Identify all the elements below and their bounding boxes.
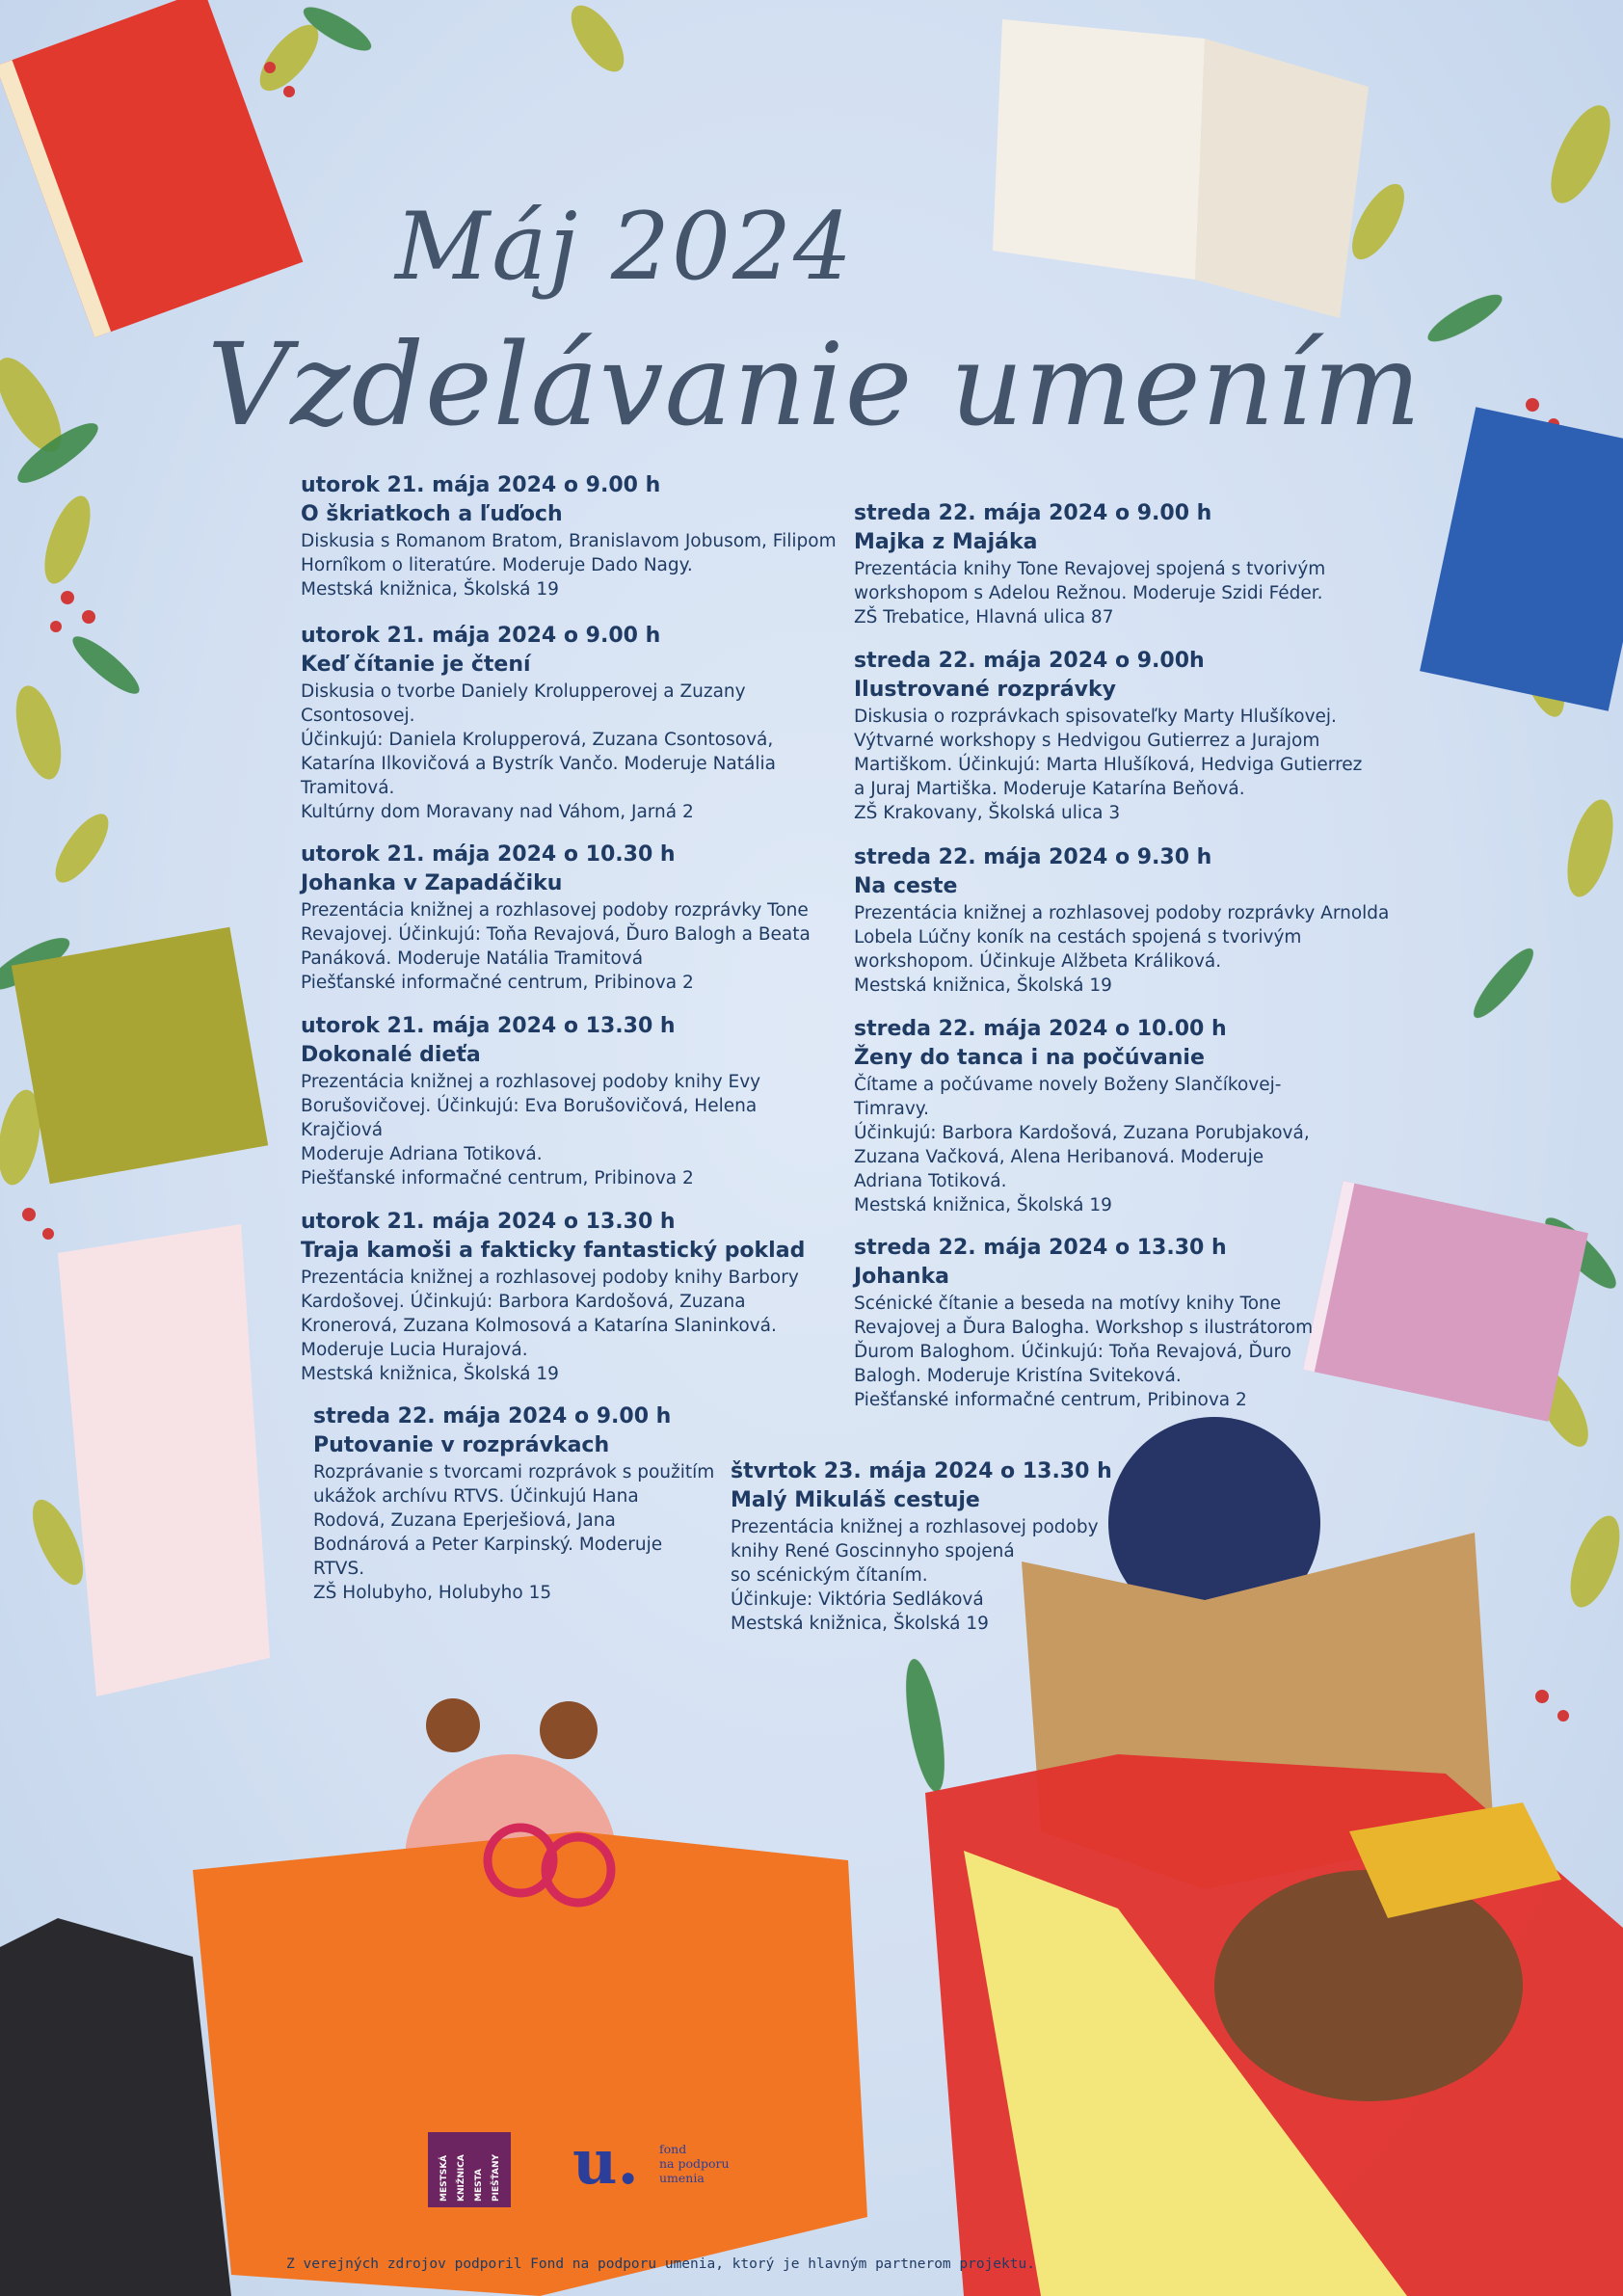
event-ked-citanie bbox=[301, 622, 840, 824]
event-line: workshopom. Účinkuje Alžbeta Králiková. bbox=[854, 951, 1222, 972]
event-description bbox=[301, 529, 840, 601]
library-logo-line: KNIŽNICA bbox=[457, 2154, 466, 2202]
event-line: Balogh. Moderuje Kristína Sviteková. bbox=[854, 1366, 1182, 1386]
event-line: Prezentácia knihy Tone Revajovej spojená s tvorivým bbox=[854, 559, 1326, 579]
event-line: Čítame a počúvame novely Boženy Slančíkovej- bbox=[854, 1075, 1282, 1095]
event-description bbox=[313, 1460, 757, 1605]
event-line: Martiškom. Účinkujú: Marta Hlušíková, Hedviga Gutierrez bbox=[854, 755, 1363, 775]
event-line: Piešťanské informačné centrum, Pribinova 2 bbox=[301, 1168, 694, 1188]
event-title: Malý Mikuláš cestuje bbox=[731, 1488, 980, 1512]
event-line: Moderuje Adriana Totiková. bbox=[301, 1144, 543, 1164]
event-line: RTVS. bbox=[313, 1559, 365, 1579]
event-line: Výtvarné workshopy s Hedvigou Gutierrez a Jurajom bbox=[854, 731, 1320, 751]
event-datetime: streda 22. mája 2024 o 13.30 h bbox=[854, 1236, 1227, 1260]
event-line: Prezentácia knižnej a rozhlasovej podoby rozprávky Tone bbox=[301, 900, 809, 921]
fund-logo-mark: u. bbox=[572, 2126, 639, 2199]
open-book-left bbox=[58, 1224, 270, 1696]
event-line: Kronerová, Zuzana Kolmosová a Katarína Slaninková. bbox=[301, 1316, 777, 1336]
event-datetime: streda 22. mája 2024 o 9.30 h bbox=[854, 845, 1212, 869]
event-traja-kamosi bbox=[301, 1208, 840, 1386]
event-description bbox=[854, 705, 1394, 825]
event-description bbox=[301, 898, 840, 995]
event-line: Katarína Ilkovičová a Bystrík Vančo. Moderuje Natália bbox=[301, 754, 776, 774]
event-line: ZŠ Krakovany, Školská ulica 3 bbox=[854, 803, 1121, 823]
event-title: Traja kamoši a fakticky fantastický poklad bbox=[301, 1239, 806, 1263]
event-line: Revajovej. Účinkujú: Toňa Revajová, Ďuro Balogh a Beata bbox=[301, 924, 811, 945]
event-description bbox=[854, 1292, 1394, 1412]
event-line: Tramitová. bbox=[301, 778, 395, 798]
event-line: Kultúrny dom Moravany nad Váhom, Jarná 2 bbox=[301, 802, 694, 822]
red-book-top-left bbox=[0, 0, 303, 337]
event-title: Keď čítanie je čtení bbox=[301, 653, 531, 677]
event-line: Piešťanské informačné centrum, Pribinova 2 bbox=[301, 973, 694, 993]
event-line: ukážok archívu RTVS. Účinkujú Hana bbox=[313, 1486, 639, 1507]
fund-logo-text bbox=[659, 2142, 730, 2185]
event-datetime: streda 22. mája 2024 o 9.00 h bbox=[313, 1404, 672, 1428]
event-datetime: utorok 21. mája 2024 o 10.30 h bbox=[301, 842, 676, 867]
event-johanka-v-zapadaciku bbox=[301, 841, 840, 995]
poster-title-main: Vzdelávanie umením bbox=[207, 318, 1423, 451]
event-line: Kardošovej. Účinkujú: Barbora Kardošová, Zuzana bbox=[301, 1292, 746, 1312]
event-line: Csontosovej. bbox=[301, 706, 415, 726]
open-book-top-right bbox=[993, 19, 1369, 318]
event-line: Prezentácia knižnej a rozhlasovej podoby knihy Evy bbox=[301, 1072, 761, 1092]
event-line: Panáková. Moderuje Natália Tramitová bbox=[301, 948, 644, 969]
blue-book-right bbox=[1420, 407, 1623, 710]
event-line: Rozprávanie s tvorcami rozprávok s použitím bbox=[313, 1462, 715, 1482]
event-datetime: štvrtok 23. mája 2024 o 13.30 h bbox=[731, 1459, 1112, 1483]
event-line: Zuzana Vačková, Alena Heribanová. Moderuje bbox=[854, 1147, 1264, 1167]
event-line: Prezentácia knižnej a rozhlasovej podoby knihy Barbory bbox=[301, 1268, 799, 1288]
event-johanka bbox=[854, 1234, 1394, 1412]
event-line: Borušovičovej. Účinkujú: Eva Borušovičová, Helena bbox=[301, 1096, 758, 1116]
event-description bbox=[731, 1515, 1155, 1636]
event-title: Johanka v Zapadáčiku bbox=[301, 871, 563, 895]
fund-logo-line: umenia bbox=[659, 2171, 705, 2185]
event-line: Rodová, Zuzana Eperješiová, Jana bbox=[313, 1510, 616, 1531]
event-line: Mestská knižnica, Školská 19 bbox=[854, 1195, 1112, 1215]
fund-logo-line: na podporu bbox=[659, 2156, 730, 2171]
event-line: Krajčiová bbox=[301, 1120, 384, 1140]
event-datetime: streda 22. mája 2024 o 10.00 h bbox=[854, 1017, 1227, 1041]
girl-reading bbox=[193, 1698, 867, 2296]
event-putovanie-v-rozpravkach bbox=[313, 1402, 757, 1605]
event-line: Diskusia s Romanom Bratom, Branislavom Jobusom, Filipom bbox=[301, 531, 837, 551]
library-logo-line: PIEŠŤANY bbox=[492, 2153, 501, 2202]
fund-logo-line: fond bbox=[659, 2142, 687, 2156]
cat bbox=[0, 1918, 231, 2296]
event-line: Piešťanské informačné centrum, Pribinova 2 bbox=[854, 1390, 1247, 1410]
event-na-ceste bbox=[854, 843, 1394, 998]
event-datetime: streda 22. mája 2024 o 9.00 h bbox=[854, 501, 1212, 525]
event-description bbox=[301, 1266, 840, 1386]
event-line: Diskusia o tvorbe Daniely Krolupperovej a Zuzany bbox=[301, 681, 746, 702]
event-line: Timravy. bbox=[854, 1099, 929, 1119]
event-line: Mestská knižnica, Školská 19 bbox=[731, 1614, 989, 1634]
footer-note: Z verejných zdrojov podporil Fond na podporu umenia, ktorý je hlavným partnerom projektu. bbox=[286, 2256, 1035, 2272]
event-line: Mestská knižnica, Školská 19 bbox=[301, 579, 559, 600]
event-line: so scénickým čítaním. bbox=[731, 1565, 928, 1586]
event-datetime: utorok 21. mája 2024 o 13.30 h bbox=[301, 1014, 676, 1038]
event-dokonale-dieta bbox=[301, 1012, 840, 1190]
event-title: Ženy do tanca i na počúvanie bbox=[854, 1046, 1205, 1070]
event-majka-z-majaka bbox=[854, 499, 1394, 629]
event-description bbox=[854, 557, 1394, 629]
event-line: Hornîkom o literatúre. Moderuje Dado Nagy. bbox=[301, 555, 693, 575]
event-line: Bodnárová a Peter Karpinský. Moderuje bbox=[313, 1535, 663, 1555]
library-logo bbox=[428, 2132, 511, 2207]
event-description bbox=[854, 1073, 1394, 1217]
event-title: Ilustrované rozprávky bbox=[854, 678, 1116, 702]
event-line: workshopom s Adelou Režnou. Moderuje Szidi Féder. bbox=[854, 583, 1323, 603]
poster-title-year: Máj 2024 bbox=[395, 193, 855, 301]
event-line: Revajovej a Ďura Balogha. Workshop s ilustrátorom bbox=[854, 1318, 1314, 1338]
event-line: Účinkuje: Viktória Sedláková bbox=[731, 1589, 984, 1610]
event-datetime: utorok 21. mája 2024 o 9.00 h bbox=[301, 624, 661, 648]
event-zeny-do-tanca bbox=[854, 1015, 1394, 1217]
event-line: Scénické čítanie a beseda na motívy knihy Tone bbox=[854, 1294, 1282, 1314]
event-datetime: utorok 21. mája 2024 o 13.30 h bbox=[301, 1210, 676, 1234]
event-line: a Juraj Martiška. Moderuje Katarína Beňová. bbox=[854, 779, 1245, 799]
event-title: Majka z Majáka bbox=[854, 530, 1038, 554]
event-line: Účinkujú: Daniela Krolupperová, Zuzana Csontosová, bbox=[301, 730, 774, 750]
olive-book-left bbox=[12, 927, 268, 1184]
library-logo-line: MESTA bbox=[474, 2169, 484, 2202]
event-title: Dokonalé dieťa bbox=[301, 1043, 481, 1067]
event-line: ZŠ Trebatice, Hlavná ulica 87 bbox=[854, 607, 1114, 627]
event-line: Adriana Totiková. bbox=[854, 1171, 1007, 1191]
event-line: Ďurom Baloghom. Účinkujú: Toňa Revajová, Ďuro bbox=[854, 1342, 1291, 1362]
event-o-skriatkoch bbox=[301, 471, 840, 601]
event-description bbox=[854, 901, 1394, 998]
event-title: Na ceste bbox=[854, 874, 958, 898]
event-ilustrovane-rozpravky bbox=[854, 647, 1394, 825]
event-datetime: streda 22. mája 2024 o 9.00h bbox=[854, 649, 1205, 673]
library-logo-line: MESTSKÁ bbox=[439, 2154, 449, 2202]
event-maly-mikulas-cestuje bbox=[731, 1457, 1155, 1636]
event-title: Putovanie v rozprávkach bbox=[313, 1433, 610, 1457]
event-line: Moderuje Lucia Hurajová. bbox=[301, 1340, 528, 1360]
event-line: Diskusia o rozprávkach spisovateľky Marty Hlušíkovej. bbox=[854, 707, 1337, 727]
event-description bbox=[301, 680, 840, 824]
event-line: Prezentácia knižnej a rozhlasovej podoby rozprávky Arnolda bbox=[854, 903, 1390, 923]
event-line: ZŠ Holubyho, Holubyho 15 bbox=[313, 1583, 552, 1603]
event-line: Prezentácia knižnej a rozhlasovej podoby bbox=[731, 1517, 1099, 1537]
event-title: O škriatkoch a ľuďoch bbox=[301, 502, 563, 526]
event-line: Mestská knižnica, Školská 19 bbox=[854, 975, 1112, 996]
event-datetime: utorok 21. mája 2024 o 9.00 h bbox=[301, 473, 661, 497]
event-line: Účinkujú: Barbora Kardošová, Zuzana Porubjaková, bbox=[854, 1123, 1310, 1143]
event-line: Mestská knižnica, Školská 19 bbox=[301, 1364, 559, 1384]
event-title: Johanka bbox=[854, 1265, 949, 1289]
event-line: Lobela Lúčny koník na cestách spojená s tvorivým bbox=[854, 927, 1302, 948]
event-description bbox=[301, 1070, 840, 1190]
event-line: knihy René Goscinnyho spojená bbox=[731, 1541, 1015, 1562]
